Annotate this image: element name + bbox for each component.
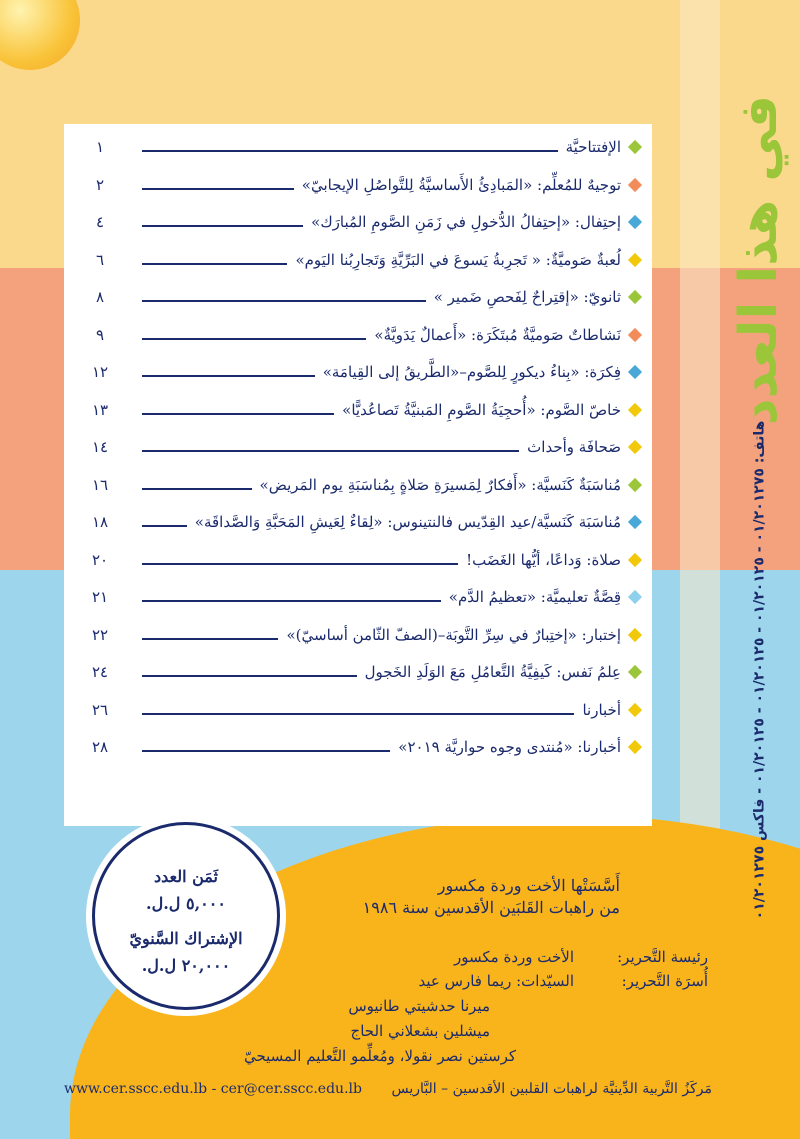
toc-row [82, 620, 640, 650]
toc-page-number: ١٢ [91, 363, 109, 381]
toc-title: مُناسَبَة كَنَسيَّة/عيد القِدّيس فالنتينوس: «لِقاءٌ لِعَيشِ المَحَبَّةِ وَالصَّداقَة» [194, 513, 621, 531]
toc-page-number: ٩ [95, 325, 105, 344]
chief-editor-name: الأخت وردة مكسور [454, 948, 574, 966]
toc-page-number: ١٨ [91, 513, 109, 531]
toc-leader-line [142, 638, 278, 640]
toc-leader-line [142, 188, 294, 190]
chief-editor-label: رئيسة التَّحرير: [617, 948, 708, 966]
diamond-bullet-icon [628, 327, 642, 341]
toc-row [82, 657, 640, 687]
toc-leader-line [142, 225, 303, 227]
toc-page-number: ٢٨ [91, 738, 109, 756]
toc-page-number: ١٣ [91, 400, 109, 419]
toc-row [82, 732, 640, 762]
center-name: مَركَزُ التَّربية الدِّينيَّة لراهبات القلبين الأقدسين – البَّاريس [391, 1081, 712, 1097]
toc-row [82, 470, 640, 500]
toc-page-number: ٢٦ [91, 700, 109, 719]
toc-leader-line [142, 750, 390, 752]
toc-leader-line [142, 375, 315, 377]
toc-row [82, 432, 640, 462]
toc-page-number: ١ [95, 138, 105, 156]
toc-row [82, 357, 640, 387]
toc-page-number: ٢٤ [91, 663, 109, 681]
toc-title: قِصَّةٌ تعليميَّة: «تعظيمُ الدَّم» [448, 588, 621, 606]
diamond-bullet-icon [628, 515, 642, 529]
diamond-bullet-icon [628, 440, 642, 454]
toc-row [82, 207, 640, 237]
editorial-member: ميرنا حدشيتي طانيوس [348, 997, 490, 1015]
diamond-bullet-icon [628, 215, 642, 229]
subscription-label: الإشتراك السَّنويّ [129, 929, 243, 948]
toc-title: أخبارنا: «مُنتدى وجوه حواريَّة ٢٠١٩» [398, 738, 621, 756]
diamond-bullet-icon [628, 665, 642, 679]
toc-title: ثانويّ: «إقتِراحٌ لِفَحصِ ضَمير » [433, 288, 621, 306]
toc-title: إختبار: «إختِبارٌ في سِرِّ التَّوبَة–(الصفّ الثّامن أساسيّ)» [286, 625, 621, 644]
toc-leader-line [142, 563, 458, 565]
editorial-family-label: أُسرَة التَّحرير: [621, 972, 708, 990]
diamond-bullet-icon [628, 477, 642, 491]
toc-title: صَحافَة وأحداث [527, 438, 621, 456]
contact-web-email: www.cer.sscc.edu.lb - cer@cer.sscc.edu.lb [64, 1081, 362, 1097]
toc-row [82, 395, 640, 425]
diamond-bullet-icon [628, 590, 642, 604]
diamond-bullet-icon [628, 702, 642, 716]
diamond-bullet-icon [628, 627, 642, 641]
toc-row [82, 545, 640, 575]
toc-row [82, 507, 640, 537]
issue-price-value: ٥,٠٠٠ ل.ل. [146, 894, 226, 913]
toc-page-number: ٦ [95, 250, 105, 269]
editorial-member: ميشلين بشعلاني الحاج [350, 1022, 490, 1040]
editorial-family-first: السيّدات: ريما فارس عيد [418, 972, 574, 990]
table-of-contents [64, 124, 652, 826]
diamond-bullet-icon [628, 740, 642, 754]
section-title [724, 40, 794, 480]
toc-title: أخبارنا [582, 700, 621, 719]
diamond-bullet-icon [628, 290, 642, 304]
toc-title: لُعبةٌ صَوميَّةٌ: « تَجرِبةُ يَسوعَ في البَرِّيَّةِ وَتَجارِبُنا اليَوم» [295, 250, 621, 269]
toc-title: توجيهٌ للمُعلِّم: «المَبادِئُ الأَساسيَّةُ لِلتَّواصُلِ الإيجابيّ» [301, 175, 621, 194]
toc-page-number: ٢١ [91, 588, 109, 606]
founder-line-1: أَسَّسَتْها الأخت وردة مكسور [437, 876, 620, 895]
toc-page-number: ١٦ [91, 475, 109, 494]
toc-leader-line [142, 150, 558, 152]
toc-row [82, 132, 640, 162]
price-badge [92, 822, 280, 1010]
diamond-bullet-icon [628, 552, 642, 566]
toc-leader-line [142, 713, 574, 715]
section-title-text: في هذا العدد [729, 94, 789, 426]
toc-title: الإفتتاحيَّة [565, 138, 621, 156]
toc-leader-line [142, 450, 519, 452]
toc-leader-line [142, 488, 252, 490]
diamond-bullet-icon [628, 252, 642, 266]
toc-leader-line [142, 300, 426, 302]
toc-row [82, 695, 640, 725]
phone-fax-text: هاتف: ٠١/٢٠١٢٧٥ - ٠١/٢٠١٢٥ - ٠١/٢٠١٢٥ - ٠١/٢٠١٢٥ - فاكس ٠١/٢٠١٢٧٥ [751, 420, 768, 920]
subscription-value: ٢٠,٠٠٠ ل.ل. [141, 956, 231, 975]
diamond-bullet-icon [628, 140, 642, 154]
toc-row [82, 282, 640, 312]
toc-leader-line [142, 263, 287, 265]
toc-row [82, 245, 640, 275]
toc-row [82, 582, 640, 612]
founder-line-2: من راهبات القَلبَين الأقدسين سنة ١٩٨٦ [362, 898, 620, 917]
toc-leader-line [142, 600, 441, 602]
toc-leader-line [142, 338, 366, 340]
diamond-bullet-icon [628, 365, 642, 379]
toc-row [82, 320, 640, 350]
phone-fax [724, 420, 794, 920]
toc-title: مُناسَبَةٌ كَنَسيَّة: «أَفكارٌ لِمَسيرَةِ صَلاةٍ بِمُناسَبَةِ يوم المَريض» [259, 475, 621, 494]
toc-leader-line [142, 413, 334, 415]
toc-leader-line [142, 675, 357, 677]
toc-page-number: ١٤ [91, 438, 109, 456]
toc-title: نَشاطاتٌ صَوميَّةٌ مُبتَكَرَة: «أَعمالٌ يَدَويَّةٌ» [374, 325, 621, 344]
toc-page-number: ٤ [95, 213, 105, 231]
toc-title: فِكرَة: «بِناءُ ديكورٍ لِلصَّوم–«الطَّريقُ إلى القِيامَة» [322, 363, 621, 381]
toc-page-number: ٢٢ [91, 625, 109, 644]
toc-page-number: ٢٠ [91, 550, 109, 569]
toc-leader-line [142, 525, 187, 527]
toc-page-number: ٨ [95, 288, 105, 306]
toc-title: صلاة: وَداعًا، أيُّها الغَضَب! [466, 550, 621, 569]
issue-price-label: ثَمَن العدد [153, 867, 218, 886]
toc-row [82, 170, 640, 200]
toc-title: عِلمُ نَفس: كَيفِيَّةُ التَّعامُلِ مَعَ الوَلَدِ الخَجول [364, 663, 621, 681]
diamond-bullet-icon [628, 402, 642, 416]
toc-title: إحتِفال: «إحتِفالُ الدُّخولِ في زَمَنِ الصَّومِ المُبارَك» [311, 213, 621, 231]
toc-page-number: ٢ [95, 175, 105, 194]
toc-title: خاصّ الصَّوم: «أُحجِيَةُ الصَّومِ المَبنيَّةُ تَصاعُديًّا» [342, 400, 621, 419]
diamond-bullet-icon [628, 177, 642, 191]
editorial-member: كرستين نصر نقولا، ومُعلِّمو التَّعليم المسيحيّ [243, 1047, 516, 1065]
